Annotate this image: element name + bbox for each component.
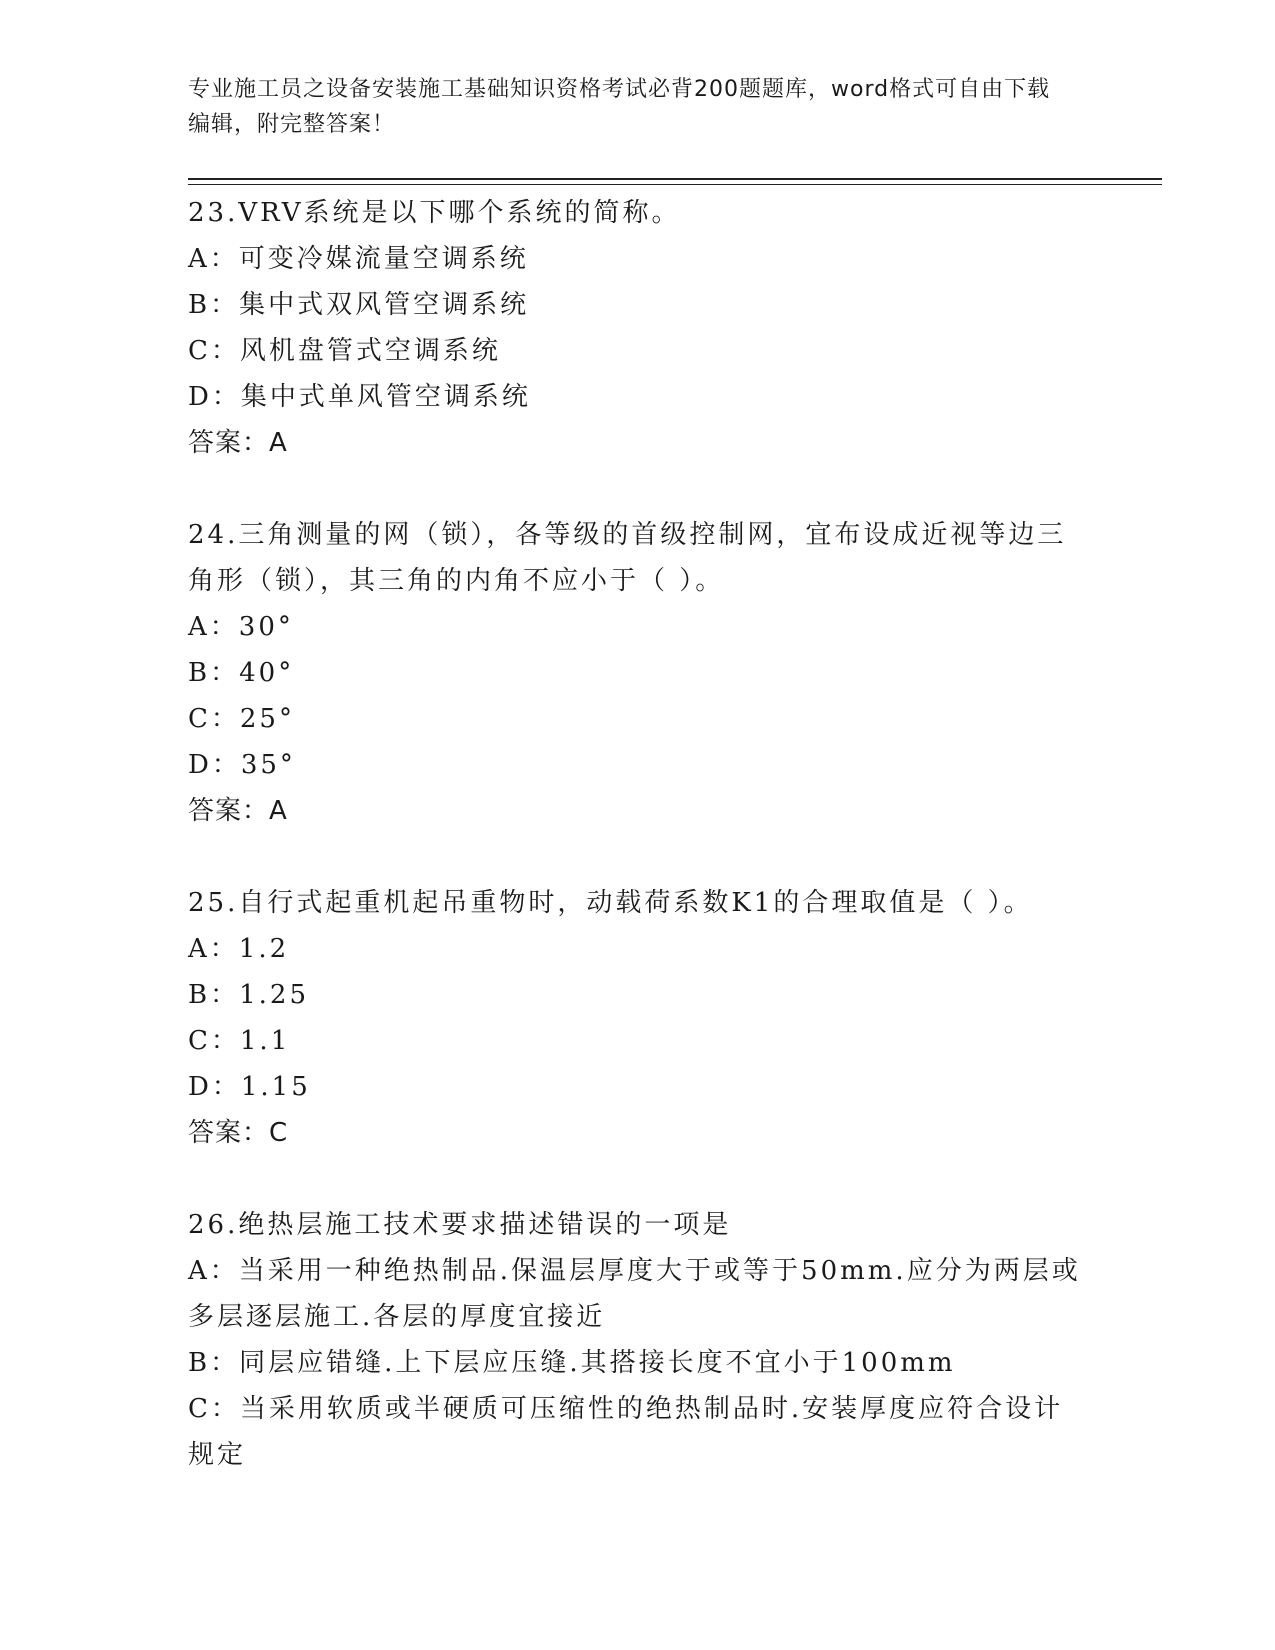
question-stem: 26.绝热层施工技术要求描述错误的一项是 [188, 1210, 732, 1240]
answer: 答案：A [188, 428, 288, 458]
option-b: B：40° [188, 658, 295, 688]
option-b: B：1.25 [188, 980, 309, 1010]
question-stem: 23.VRV系统是以下哪个系统的简称。 [188, 198, 681, 228]
question-25 [188, 880, 1088, 1156]
question-stem: 24.三角测量的网（锁），各等级的首级控制网，宜布设成近视等边三角形（锁），其三角的内角不应小于（ ）。 [188, 520, 1067, 596]
option-c: C：风机盘管式空调系统 [188, 336, 501, 366]
question-26 [188, 1202, 1088, 1478]
option-d: D：集中式单风管空调系统 [188, 382, 531, 412]
question-stem: 25.自行式起重机起吊重物时，动载荷系数K1的合理取值是（ ）。 [188, 888, 1033, 918]
option-c: C：1.1 [188, 1026, 291, 1056]
answer: 答案：A [188, 796, 288, 826]
option-c: C：当采用软质或半硬质可压缩性的绝热制品时.安装厚度应符合设计规定 [188, 1394, 1064, 1470]
document-header: 专业施工员之设备安装施工基础知识资格考试必背200题题库，word格式可自由下载编辑，附完整答案！ [188, 77, 1051, 137]
option-a: A：30° [188, 612, 294, 642]
header-divider-thin [188, 184, 1162, 185]
option-a: A：当采用一种绝热制品.保温层厚度大于或等于50mm.应分为两层或多层逐层施工.各层的厚度宜接近 [188, 1256, 1081, 1332]
option-a: A：可变冷媒流量空调系统 [188, 244, 529, 274]
option-d: D：35° [188, 750, 296, 780]
option-c: C：25° [188, 704, 295, 734]
header-divider-thick [188, 178, 1162, 180]
option-b: B：同层应错缝.上下层应压缝.其搭接长度不宜小于100mm [188, 1348, 956, 1378]
option-b: B：集中式双风管空调系统 [188, 290, 530, 320]
question-23 [188, 190, 1088, 466]
question-24 [188, 512, 1088, 834]
question-list [188, 190, 1088, 1478]
option-a: A：1.2 [188, 934, 290, 964]
option-d: D：1.15 [188, 1072, 311, 1102]
answer: 答案：C [188, 1118, 289, 1148]
